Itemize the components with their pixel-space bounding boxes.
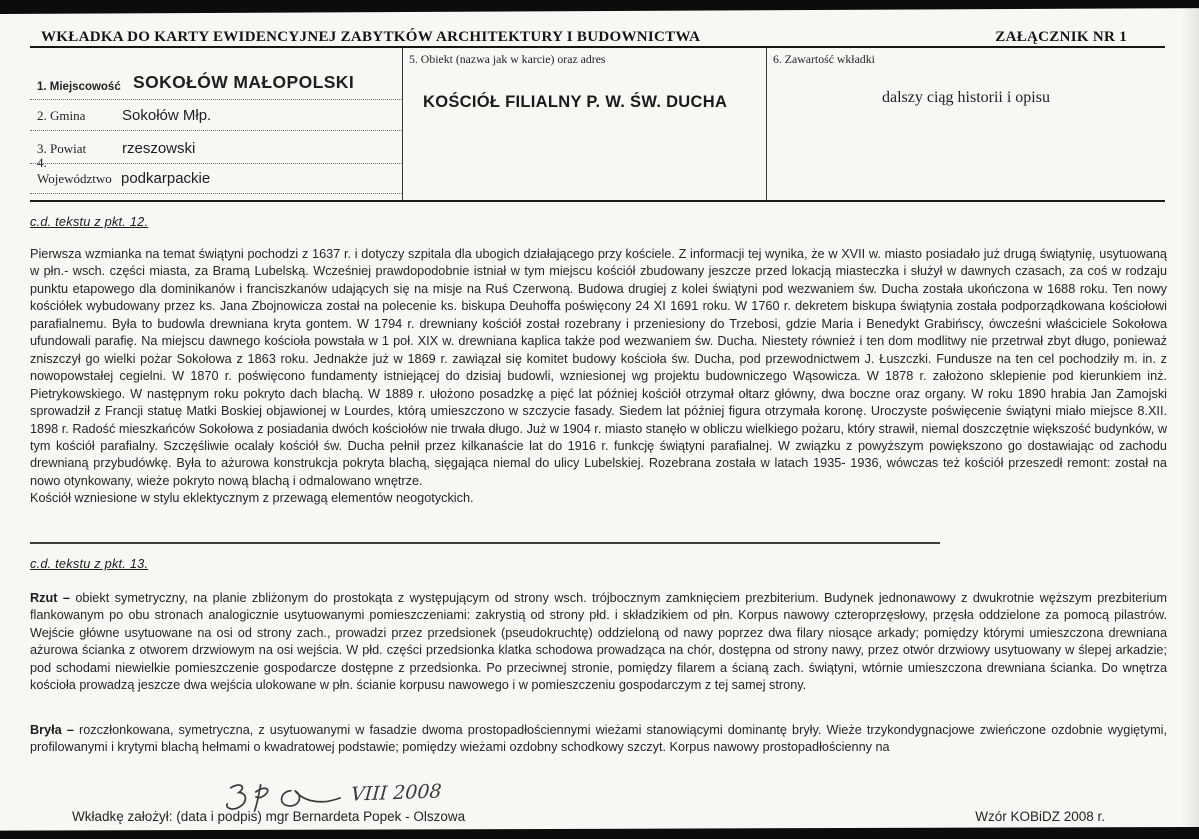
object-column [402, 48, 766, 200]
section-divider-rule [30, 542, 940, 544]
signature-initial-p [254, 785, 269, 811]
bryla-text: rozczłonkowana, symetryczna, z usytuowanymi w fasadzie dwoma prostopadłościennymi wieżami stanowiącymi dominantę bryły. Wieże trzykondygnacjowe zwieńczone ozdobnie wygiętymi, profilowanymi i krytymi blachą hełmami o kwadratowej podstawie; pomiędzy wieżami ozdobny schodkowy szczyt. Korpus nawowy prostopadłościenny na [30, 723, 1167, 755]
header-form-table [30, 48, 1165, 202]
section-bryla-paragraph [30, 722, 1167, 757]
attachment-label: ZAŁĄCZNIK NR 1 [995, 29, 1127, 45]
section-heading-pkt13: c.d. tekstu z pkt. 13. [30, 556, 149, 571]
object-label: 5. Obiekt (nazwa jak w karcie) oraz adres [409, 52, 606, 66]
field-wojewodztwo-value: podkarpackie [121, 170, 211, 187]
document-title: WKŁADKA DO KARTY EWIDENCYJNEJ ZABYTKÓW ARCHITEKTURY I BUDOWNICTWA [41, 29, 701, 45]
field-miejscowosc-label: 1. Miejscowość [37, 81, 121, 93]
rzut-text: obiekt symetryczny, na planie zbliżonym do prostokąta z występującym od strony wsch. trójbocznym zamknięciem prezbiterium. Budynek jednonawowy z dwukrotnie węższym prezbiterium flankowanym po obu stronach analogicznie usytuowanymi pomieszczeniami: zakrystią od strony płd. i składzikiem od płn. Korpus nawowy czteroprzęsłowy, przęsła oddzielone za pomocą pilastrów. Wejście główne usytuowane na osi od strony zach., prowadzi przez przedsionek (pseudokruchtę) oddzieloną od nawy poprzez dwa filary niosące arkady; pomiędzy którymi umieszczona drewniana ażurowa ścianka z otworem drzwiowym na osi wejścia. W płd. części przedsionka klatka schodowa prowadząca na chór, dostępna od strony nawy, przez otwór drzwiowy usytuowany w ślepej arkadzie; pod schodami niewielkie pomieszczenie gospodarcze dostępne z przedsionka. Po przeciwnej stronie, pomiędzy filarem a ścianą zach. świątyni, wtórnie umieszczona drewniana ścianka. Do wnętrza kościoła prowadzą jeszcze dwa wejścia ulokowane w płn. ścianie korpusu nawowego i w pomieszczeniu gospodarczym z tej samej strony. [30, 591, 1168, 693]
pkt12-closing: Kościół wzniesione w stylu eklektycznym z przewagą elementów neogotyckich. [30, 491, 474, 506]
field-miejscowosc-value: SOKOŁÓW MAŁOPOLSKI [133, 72, 355, 92]
field-wojewodztwo [30, 155, 402, 194]
section-heading-pkt12: c.d. tekstu z pkt. 12. [30, 214, 149, 229]
signature-flourish [281, 789, 340, 806]
location-fields-column [30, 48, 402, 200]
field-gmina [30, 100, 402, 131]
field-miejscowosc [30, 48, 402, 100]
scan-edge-bottom [0, 827, 1199, 839]
rzut-term: Rzut – [30, 591, 70, 605]
contents-label: 6. Zawartość wkładki [773, 52, 875, 66]
section-rzut-paragraph [30, 590, 1167, 695]
footer-filled-by: Wkładkę założył: (data i podpis) mgr Bernardeta Popek - Olszowa [72, 809, 466, 824]
scan-edge-top [0, 0, 1199, 14]
field-powiat-label: 3. Powiat [37, 141, 87, 156]
signature-date: VIII 2008 [350, 780, 443, 806]
signature-initial-b [226, 785, 246, 809]
field-wojewodztwo-label: 4. Województwo [37, 155, 112, 186]
contents-column [766, 48, 1165, 200]
object-value: KOŚCIÓŁ FILIALNY P. W. ŚW. DUCHA [423, 93, 728, 111]
bryla-term: Bryła – [30, 723, 74, 737]
pkt12-body: Pierwsza wzmianka na temat świątyni pochodzi z 1637 r. i dotyczy szpitala dla ubogich działającego przy kościele. Z informacji tej wynika, że w XVII w. miasto posiadało już drugą świątynię, usytuowaną w płn.- wsch. części miasta, za Bramą Lubelską. Wcześniej prawdopodobnie istniał w tym miejscu kościół zbudowany jeszcze przed lokacją miasteczka i służył w dawnych czasach, za coś w rodzaju punktu etapowego dla dominikanów i franciszkanów udających się na misje na Ruś Czerwoną. Budowa drugiej z kolei świątyni pod wezwaniem św. Ducha została ukończona w 1688 roku. Ten nowy kościółek wybudowany przez ks. Jana Zbojnowicza został na polecenie ks. biskupa Deuhoffa poświęcony 24 XI 1691 roku. W 1760 r. dekretem biskupa świątynia została podporządkowana kościołowi parafialnemu. Była to budowla drewniana kryta gontem. W 1794 r. drewniany kościół został rozebrany i przeniesiony do Trzebosi, gdzie Maria i Benedykt Grabińscy, ówcześni właściciele Sokołowa ufundowali parafię. Na miejscu dawnego kościoła powstała w 1 poł. XIX w. drewniana kaplica także pod wezwaniem św. Ducha. Niestety również i ten dom modlitwy nie przetrwał zbyt długo, ponieważ zniszczył go wielki pożar Sokołowa z 1863 roku. Jednakże już w 1869 r. zawiązał się komitet budowy kościoła św. Ducha, pod przewodnictwem J. Łuszczki. Fundusze na ten cel pochodziły m. in. z nowopowstałej cegielni. W 1870 r. poświęcono fundamenty istniejącej do dzisiaj budowli, wzniesionej wg projektu budowniczego Wąsowicza. W 1878 r. założono sklepienie pod kierunkiem inż. Pietrykowskiego. W następnym roku pokryto dach blachą. W 1889 r. ułożono posadzkę a pięć lat później kościół otrzymał ołtarz główny, dwa boczne oraz organy. W roku 1890 hrabia Jan Zamojski sprowadził z Francji statuę Matki Boskiej objawionej w Lourdes, którą umieszczono w szczycie fasady. Siedem lat później figura otrzymała koronę. Uroczyste poświęcenie świątyni miało miejsce 8.XII. 1898 r. Radość mieszkańców Sokołowa z posiadania dwóch kościołów nie trwała długo. Już w 1904 r. miasto stanęło w obliczu wielkiego pożaru, który strawił, niemal doszczętnie większość budynków, w tym kościół parafialny. Szczęśliwie ocalały kościół św. Ducha pełnił przez kilkanaście lat do 1916 r. funkcję świątyni parafialnej. W związku z powyższym powiększono go dostawiając od zachodu drewnianą przybudówkę. Była to ażurowa konstrukcja pokryta blachą, sięgająca niemal do ulicy Lubelskiej. Rozebrana została w latach 1935- 1936, wówczas też kościół przeszedł remont: został na nowo otynkowany, wieże pokryto nową blachą i odmalowano wnętrze. [30, 247, 1167, 488]
footer-form-model: Wzór KOBiDZ 2008 r. [975, 809, 1105, 824]
scan-edge-right [1181, 0, 1199, 839]
field-powiat-value: rzeszowski [122, 140, 196, 157]
field-gmina-value: Sokołów Młp. [122, 107, 212, 124]
field-gmina-label: 2. Gmina [37, 108, 86, 123]
section-pkt12-text [30, 246, 1167, 508]
contents-value: dalszy ciąg historii i opisu [882, 89, 1050, 106]
